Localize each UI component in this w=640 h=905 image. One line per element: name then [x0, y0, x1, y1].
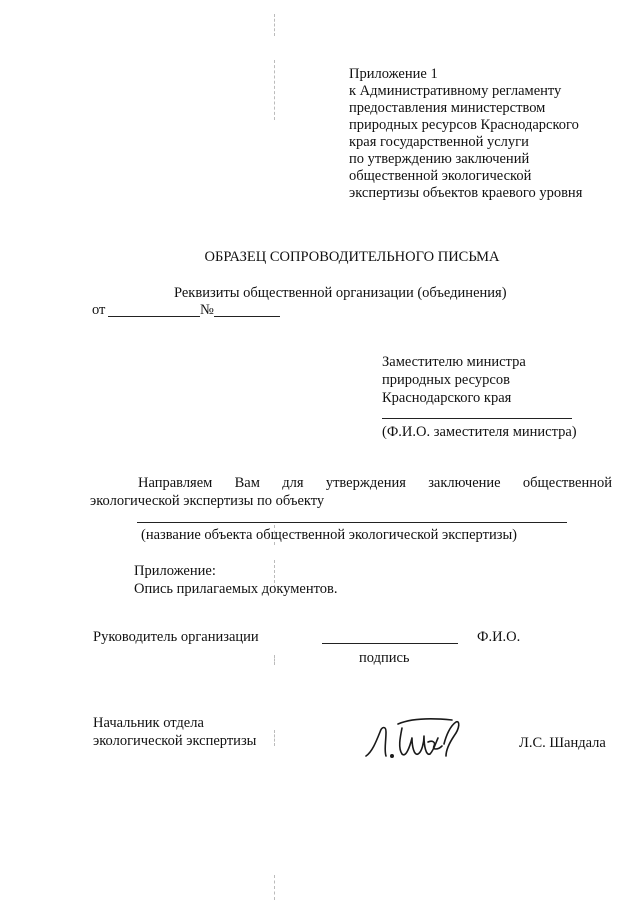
number-label: №: [200, 302, 214, 318]
fold-mark: [274, 730, 275, 746]
number-blank: [214, 316, 280, 317]
annex-line: экспертизы объектов краевого уровня: [349, 185, 583, 201]
date-blank: [108, 316, 200, 317]
body-word: заключение: [428, 475, 501, 491]
annex-line: края государственной услуги: [349, 134, 529, 150]
body-word: для: [282, 475, 304, 491]
document-title: ОБРАЗЕЦ СОПРОВОДИТЕЛЬНОГО ПИСЬМА: [204, 249, 500, 265]
annex-line: общественной экологической: [349, 168, 532, 184]
dept-role-line: экологической экспертизы: [93, 733, 257, 749]
date-label: от: [92, 302, 106, 318]
fold-mark: [274, 655, 275, 665]
annex-line: предоставления министерством: [349, 100, 546, 116]
fold-mark: [274, 14, 275, 36]
requisites-line: Реквизиты общественной организации (объединения): [174, 285, 507, 301]
body-word: утверждения: [325, 475, 406, 491]
body-paragraph: [90, 474, 612, 510]
addressee-caption: (Ф.И.О. заместителя министра): [382, 424, 577, 440]
addressee-line: Заместителю министра: [382, 354, 526, 370]
sign-caption: подпись: [359, 650, 410, 666]
body-line-2: экологической экспертизы по объекту: [90, 493, 325, 509]
annex-line: к Административному регламенту: [349, 83, 562, 99]
attachment-block: [134, 562, 337, 598]
fold-mark: [274, 60, 275, 120]
head-fio: Ф.И.О.: [477, 629, 521, 645]
handwritten-signature: [362, 716, 466, 764]
body-word: общественной: [522, 475, 612, 491]
object-caption: (название объекта общественной экологической экспертизы): [141, 527, 518, 543]
dept-role: [93, 714, 256, 750]
annex-block: [349, 66, 582, 202]
head-role: Руководитель организации: [93, 629, 259, 645]
object-blank: [137, 522, 567, 523]
addressee-line: природных ресурсов: [382, 372, 510, 388]
body-word: Вам: [234, 475, 260, 491]
fold-mark: [274, 875, 275, 900]
attachment-text: Опись прилагаемых документов.: [134, 581, 338, 597]
dept-role-line: Начальник отдела: [93, 715, 204, 731]
attachment-label: Приложение:: [134, 563, 216, 579]
annex-line: Приложение 1: [349, 66, 438, 82]
annex-line: природных ресурсов Краснодарского: [349, 117, 579, 133]
head-sign-blank: [322, 643, 458, 644]
addressee-fio-blank: [382, 418, 572, 419]
body-word: Направляем: [138, 475, 213, 491]
dept-signer-name: Л.С. Шандала: [519, 735, 606, 751]
annex-line: по утверждению заключений: [349, 151, 530, 167]
addressee-line: Краснодарского края: [382, 390, 512, 406]
addressee-block: [382, 353, 526, 407]
